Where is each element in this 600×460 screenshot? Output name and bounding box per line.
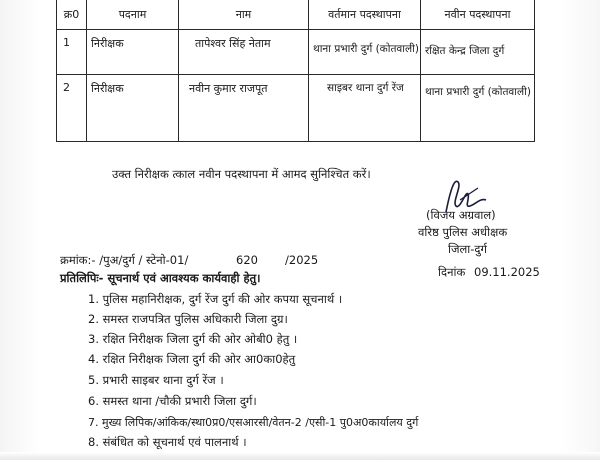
reference-prefix: क्रमांक:- /पुअ/दुर्ग / स्टेनो-01/ — [60, 253, 189, 267]
row-name: नवीन कुमार राजपूत — [189, 82, 268, 95]
copy-item: 8. संबंधित को सूचनार्थ एवं पालनार्थ । — [88, 435, 247, 449]
row-rank: निरीक्षक — [91, 82, 124, 95]
copy-heading: प्रतिलिपिः- सूचनार्थ एवं आवश्यक कार्यवाही हेतु। — [60, 271, 261, 285]
copy-item: 7. मुख्य लिपिक/आंकिक/स्था0प्र0/एसआरसी/वेतन-2 /एसी-1 पु0अ0कार्यालय दुर्ग — [88, 416, 419, 429]
table-header-row — [57, 0, 535, 30]
header-rank: पदनाम — [87, 0, 179, 30]
signatory-district: जिला-दुर्ग — [448, 242, 488, 256]
posting-table — [56, 0, 535, 142]
copy-item: 2. समस्त राजपत्रित पुलिस अधिकारी जिला दुग्र। — [88, 312, 288, 326]
table-row — [57, 30, 535, 75]
copy-item: 5. प्रभारी साइबर थाना दुर्ग रेंज । — [88, 373, 224, 387]
row-new-posting: रक्षित केन्द्र जिला दुर्ग — [425, 45, 505, 57]
table-row — [57, 75, 535, 142]
instruction-text: उक्त निरीक्षक त्काल नवीन पदस्थापना में आमद सुनिश्चित करें। — [112, 167, 371, 181]
header-current-posting: वर्तमान पदस्थापना — [309, 0, 421, 30]
copy-item: 4. रक्षित निरीक्षक जिला दुर्ग की ओर आ0का0हेतु — [88, 352, 296, 366]
row-sno: 2 — [63, 81, 70, 94]
page-bottom-edge — [0, 452, 600, 460]
header-new-posting: नवीन पदस्थापना — [421, 0, 535, 30]
date-label: दिनांक — [438, 265, 466, 279]
date-value: 09.11.2025 — [474, 265, 540, 279]
copy-item: 1. पुलिस महानिरीक्षक, दुर्ग रेंज दुर्ग की ओर कपया सूचनार्थ । — [88, 292, 343, 306]
row-new-posting: थाना प्रभारी दुर्ग (कोतवाली) — [425, 86, 531, 98]
row-rank: निरीक्षक — [91, 37, 124, 50]
row-current-posting: साइबर थाना दुर्ग रेंज — [327, 82, 404, 94]
signatory-designation: वरिष्ठ पुलिस अधीक्षक — [418, 225, 508, 239]
header-sno: क्र0 — [57, 0, 87, 30]
row-name: तापेश्वर सिंह नेताम — [195, 37, 271, 50]
signatory-name: (विजय अग्रवाल) — [426, 208, 496, 222]
reference-year: /2025 — [285, 253, 319, 267]
header-name: नाम — [179, 0, 309, 30]
copy-item: 6. समस्त थाना /चौकी प्रभारी जिला दुर्ग। — [88, 394, 257, 408]
reference-number: 620 — [236, 253, 258, 267]
row-sno: 1 — [63, 36, 70, 49]
row-current-posting: थाना प्रभारी दुर्ग (कोतवाली) — [313, 43, 419, 55]
copy-item: 3. रक्षित निरीक्षक जिला दुर्ग की ओर ओबी0 हेतु । — [88, 332, 298, 346]
